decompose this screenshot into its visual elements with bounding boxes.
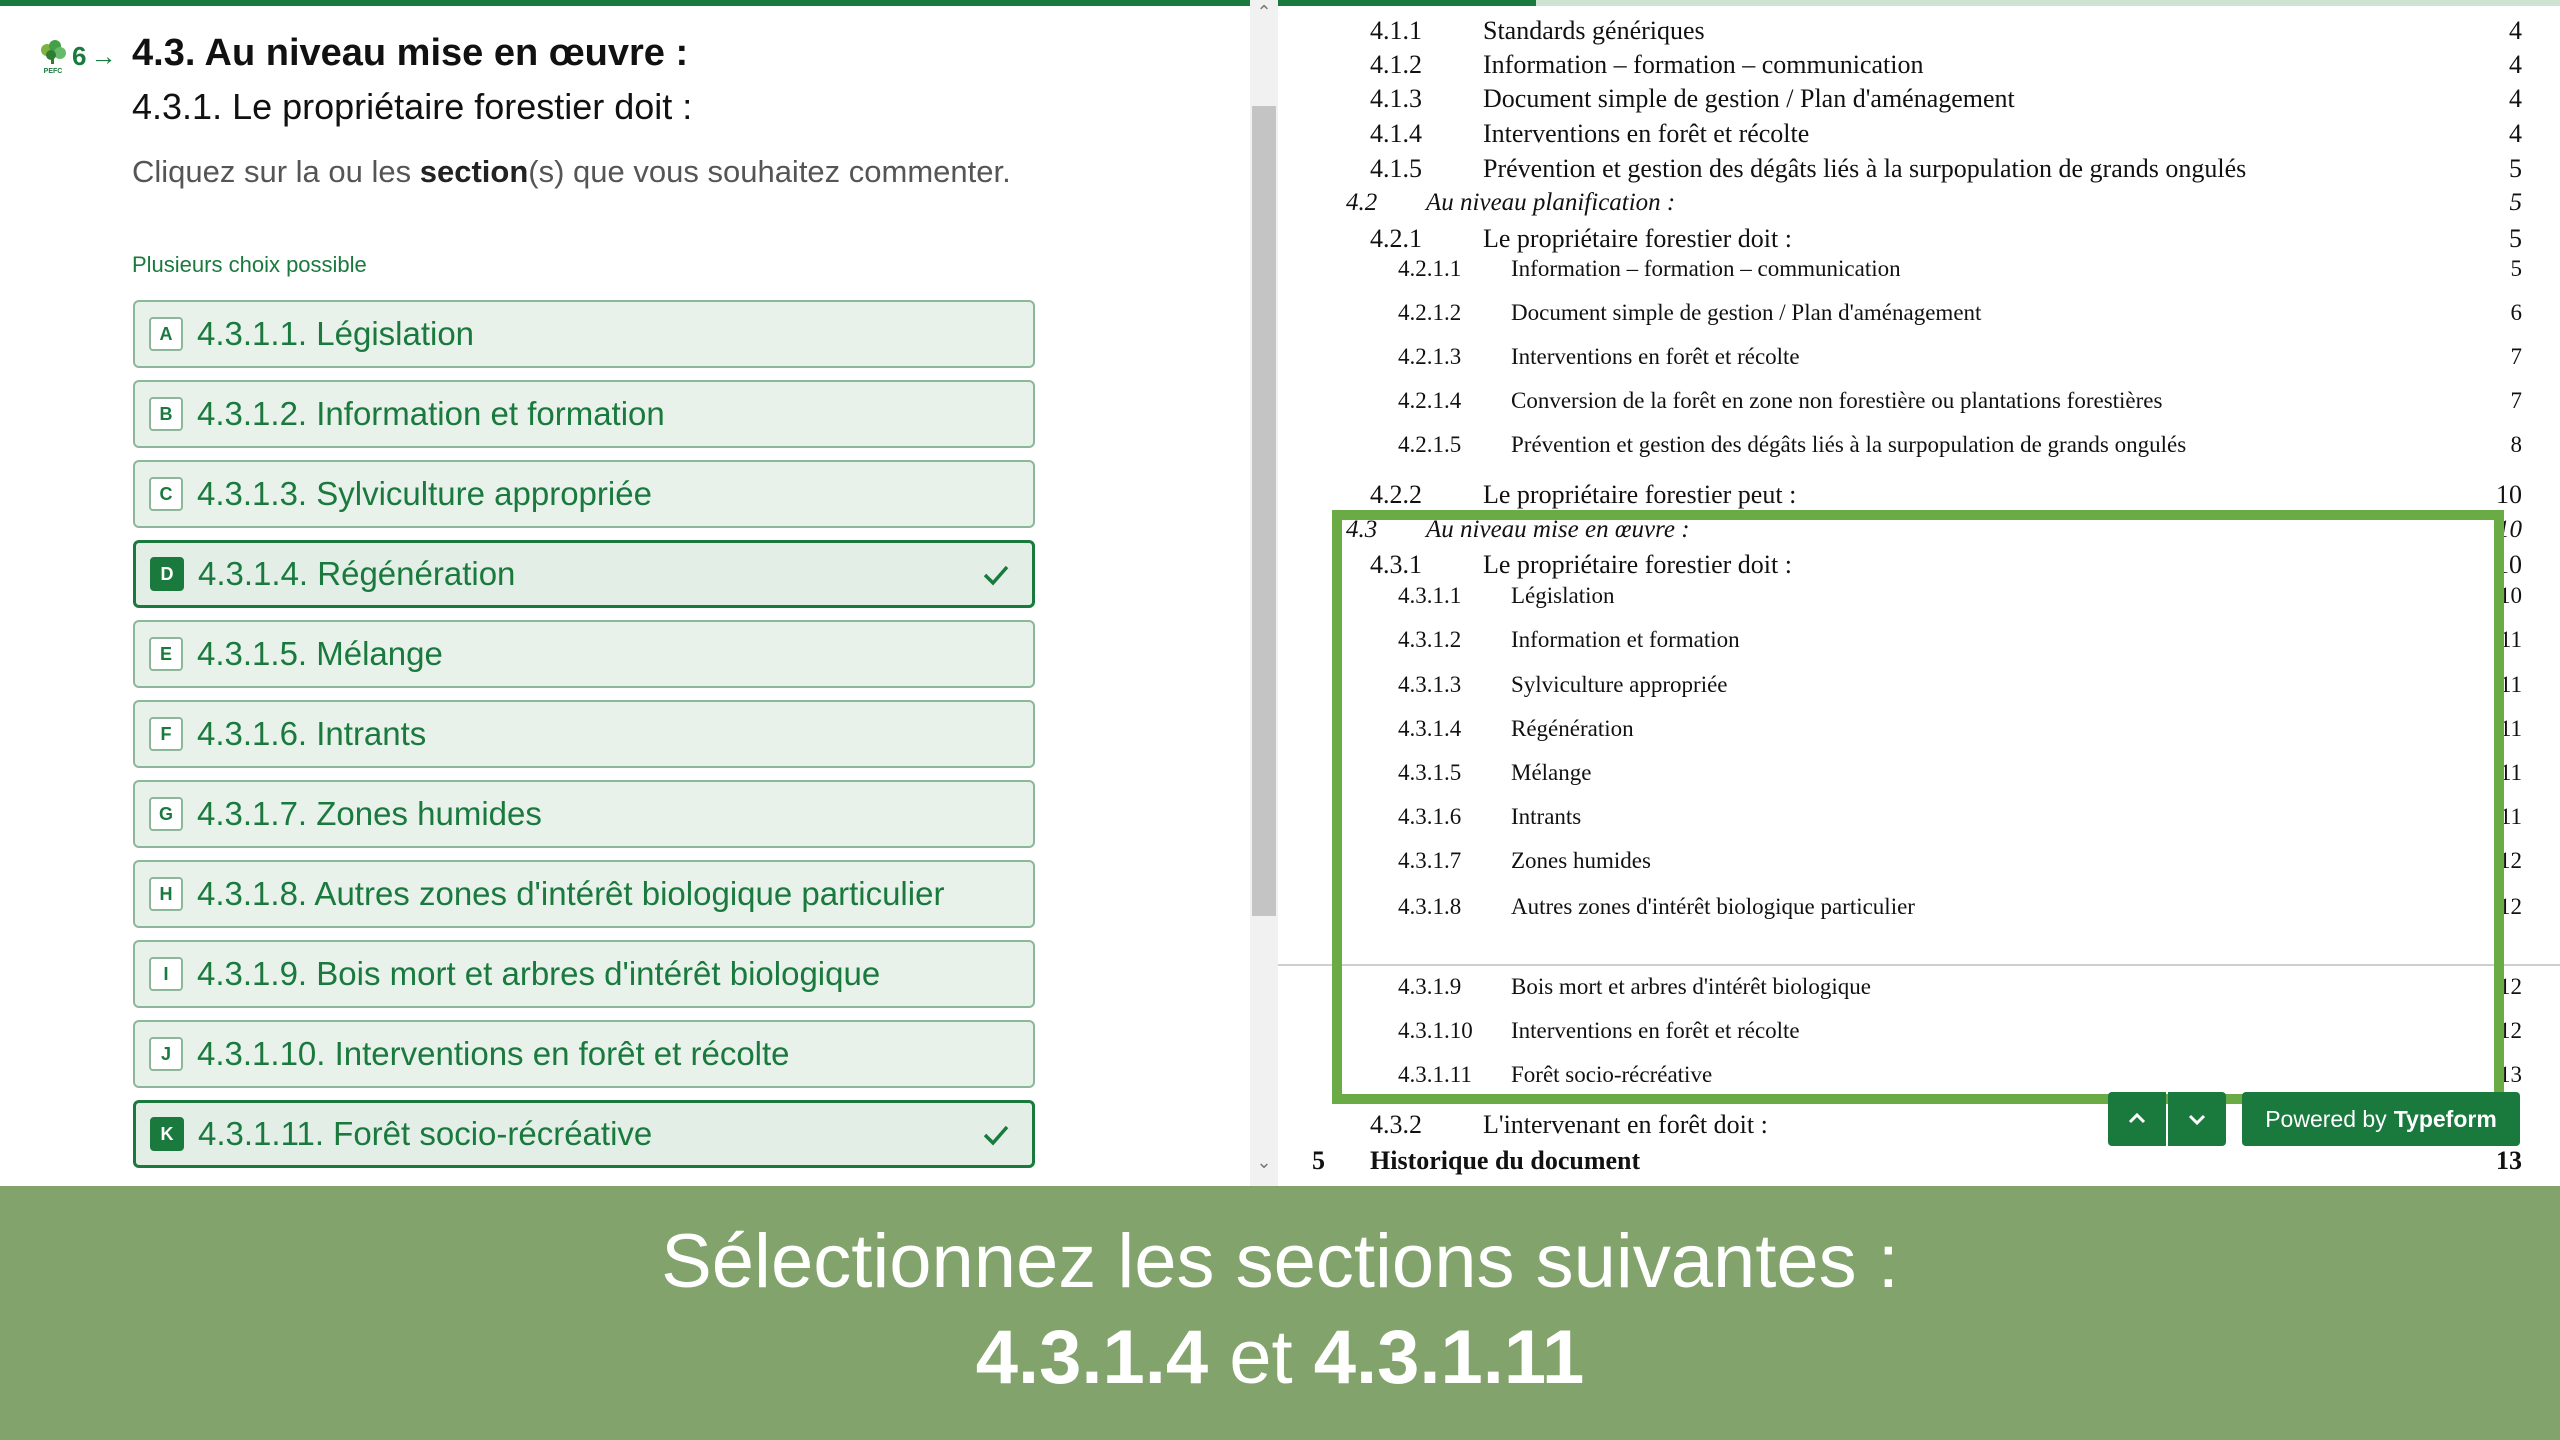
toc-row [1278, 974, 2560, 1006]
toc-number: 4.3.1.2 [1398, 627, 1462, 652]
next-question-button[interactable] [2168, 1092, 2226, 1146]
toc-title: Document simple de gestion / Plan d'aménagement [1483, 84, 2015, 113]
toc-title: Prévention et gestion des dégâts liés à la surpopulation de grands ongulés [1483, 154, 2247, 183]
toc-page-number: 5 [2509, 224, 2522, 253]
powered-by-brand: Typeform [2393, 1105, 2497, 1132]
choice-label: 4.3.1.6. Intrants [197, 715, 427, 752]
choice-label: 4.3.1.5. Mélange [197, 635, 443, 672]
toc-title: Interventions en forêt et récolte [1511, 1018, 1800, 1043]
choice-option-b[interactable] [133, 380, 1035, 448]
toc-title: Prévention et gestion des dégâts liés à la surpopulation de grands ongulés [1511, 432, 2187, 457]
choice-key-badge: D [150, 557, 184, 591]
toc-page-number: 4 [2509, 50, 2522, 79]
question-instruction [132, 154, 1011, 190]
toc-page-number: 5 [2510, 256, 2522, 281]
toc-row [1278, 1018, 2560, 1050]
toc-page-number: 4 [2509, 84, 2522, 113]
toc-page-number: 13 [2499, 1062, 2522, 1087]
toc-title: Information – formation – communication [1511, 256, 1901, 281]
toc-row [1278, 300, 2560, 332]
toc-row [1278, 672, 2560, 704]
toc-row [1278, 804, 2560, 836]
toc-page-number: 12 [2499, 848, 2522, 873]
choice-key-badge: C [149, 477, 183, 511]
toc-number: 4.1.2 [1370, 50, 1422, 79]
toc-title: Le propriétaire forestier doit : [1483, 224, 1792, 253]
banner-line-2 [0, 1314, 2560, 1401]
toc-row [1278, 119, 2560, 151]
toc-number: 4.2.1.4 [1398, 388, 1462, 413]
question-number [36, 36, 116, 76]
toc-number: 4.3.1.8 [1398, 894, 1462, 919]
choice-label: 4.3.1.9. Bois mort et arbres d'intérêt biologique [197, 955, 881, 992]
choice-key-badge: F [149, 717, 183, 751]
toc-row [1278, 848, 2560, 880]
scrollbar[interactable] [1250, 0, 1278, 1186]
toc-number: 4.2.1.1 [1398, 256, 1462, 281]
toc-number: 4.2.1.5 [1398, 432, 1462, 457]
toc-title: Conversion de la forêt en zone non forestière ou plantations forestières [1511, 388, 2163, 413]
banner-connector: et [1208, 1315, 1314, 1400]
choice-key-badge: K [150, 1117, 184, 1151]
toc-row [1278, 256, 2560, 288]
toc-page-number: 10 [2496, 480, 2522, 509]
toc-page-number: 12 [2499, 974, 2522, 999]
toc-page-number: 7 [2510, 388, 2522, 413]
toc-page-number: 11 [2499, 627, 2522, 652]
arrow-right-icon: → [90, 40, 117, 71]
toc-number: 4.2.1.2 [1398, 300, 1462, 325]
toc-title: Document simple de gestion / Plan d'aménagement [1511, 300, 1982, 325]
toc-page-number: 4 [2509, 119, 2522, 148]
toc-title: Interventions en forêt et récolte [1511, 344, 1800, 369]
toc-row [1278, 432, 2560, 464]
toc-title: Autres zones d'intérêt biologique particulier [1511, 894, 1915, 919]
toc-number: 4.2.1 [1370, 224, 1422, 253]
question-number-text: 6 [72, 40, 87, 71]
choice-key-badge: H [149, 877, 183, 911]
toc-page-number: 11 [2499, 760, 2522, 785]
instruction-bold: section [419, 154, 529, 189]
choice-key-badge: B [149, 397, 183, 431]
toc-number: 4.2.2 [1370, 480, 1422, 509]
toc-number: 4.1.4 [1370, 119, 1422, 148]
toc-title: Bois mort et arbres d'intérêt biologique [1511, 974, 1871, 999]
checkmark-icon [978, 557, 1014, 593]
toc-number: 4.3.1.3 [1398, 672, 1462, 697]
toc-row [1278, 480, 2560, 512]
toc-page-number: 5 [2509, 189, 2522, 216]
toc-row [1278, 583, 2560, 615]
toc-number: 4.3.2 [1370, 1110, 1422, 1139]
question-title: 4.3. Au niveau mise en œuvre : [132, 32, 689, 74]
toc-row [1278, 716, 2560, 748]
scrollbar-thumb[interactable] [1252, 106, 1276, 916]
choice-label: 4.3.1.10. Interventions en forêt et récolte [197, 1035, 790, 1072]
toc-page-number: 10 [2497, 516, 2522, 543]
instruction-post: (s) que vous souhaitez commenter. [528, 154, 1011, 189]
table-of-contents-image [1278, 6, 2560, 1186]
toc-page-number: 12 [2499, 894, 2522, 919]
pefc-logo-icon [36, 36, 70, 76]
toc-page-number: 7 [2510, 344, 2522, 369]
choice-key-badge: I [149, 957, 183, 991]
toc-row [1278, 1062, 2560, 1094]
toc-row [1278, 344, 2560, 376]
multiple-choice-hint: Plusieurs choix possible [132, 252, 367, 277]
toc-number: 4.3.1.10 [1398, 1018, 1473, 1043]
toc-row [1278, 627, 2560, 659]
choice-list [133, 300, 1035, 1180]
choice-label: 4.3.1.2. Information et formation [197, 395, 665, 432]
choice-key-badge: J [149, 1037, 183, 1071]
toc-number: 4.3.1.9 [1398, 974, 1462, 999]
toc-row [1278, 189, 2560, 221]
instruction-pre: Cliquez sur la ou les [132, 154, 420, 189]
toc-page-number: 11 [2499, 716, 2522, 741]
question-subtitle: 4.3.1. Le propriétaire forestier doit : [132, 86, 693, 127]
choice-key-badge: G [149, 797, 183, 831]
toc-number: 4.3.1.1 [1398, 583, 1462, 608]
scroll-up-icon[interactable]: ⌃ [1256, 2, 1272, 22]
toc-number: 4.3.1.11 [1398, 1062, 1472, 1087]
toc-row [1278, 516, 2560, 548]
toc-number: 4.3.1.5 [1398, 760, 1462, 785]
choice-label: 4.3.1.3. Sylviculture appropriée [197, 475, 652, 512]
toc-row [1278, 224, 2560, 256]
toc-page-number: 13 [2496, 1146, 2522, 1175]
toc-page-number: 4 [2509, 16, 2522, 45]
banner-code-1: 4.3.1.4 [975, 1315, 1209, 1400]
toc-title: Sylviculture appropriée [1511, 672, 1728, 697]
choice-option-j[interactable] [133, 1020, 1035, 1088]
toc-page-number: 10 [2496, 550, 2522, 579]
checkmark-icon [978, 1117, 1014, 1153]
choice-option-i[interactable] [133, 940, 1035, 1008]
toc-title: Forêt socio-récréative [1511, 1062, 1713, 1087]
toc-row [1278, 388, 2560, 420]
toc-title: L'intervenant en forêt doit : [1483, 1110, 1768, 1139]
toc-row [1278, 894, 2560, 926]
toc-title: Zones humides [1511, 848, 1651, 873]
toc-row [1278, 50, 2560, 82]
chevron-up-icon [2125, 1107, 2149, 1131]
scroll-down-icon[interactable]: ⌄ [1256, 1152, 1272, 1172]
toc-title: Régénération [1511, 716, 1634, 741]
toc-title: Le propriétaire forestier doit : [1483, 550, 1792, 579]
toc-page-number: 6 [2510, 300, 2522, 325]
toc-page-number: 12 [2499, 1018, 2522, 1043]
toc-title: Interventions en forêt et récolte [1483, 119, 1810, 148]
choice-option-d[interactable] [133, 540, 1035, 608]
question-panel [0, 6, 1252, 1186]
toc-page-number: 11 [2499, 672, 2522, 697]
choice-label: 4.3.1.1. Législation [197, 315, 475, 352]
toc-number: 4.2.1.3 [1398, 344, 1462, 369]
toc-row [1278, 760, 2560, 792]
choice-option-c[interactable] [133, 460, 1035, 528]
toc-page-number: 5 [2509, 154, 2522, 183]
chevron-down-icon [2185, 1107, 2209, 1131]
previous-question-button[interactable] [2108, 1092, 2166, 1146]
choice-option-h[interactable] [133, 860, 1035, 928]
choice-key-badge: E [149, 637, 183, 671]
choice-option-a[interactable] [133, 300, 1035, 368]
toc-row [1278, 84, 2560, 116]
toc-number: 4.2 [1346, 189, 1378, 216]
instruction-banner [0, 1186, 2560, 1440]
banner-line-1: Sélectionnez les sections suivantes : [661, 1219, 1899, 1304]
choice-label: 4.3.1.8. Autres zones d'intérêt biologique particulier [197, 875, 945, 912]
toc-row [1278, 550, 2560, 582]
toc-title: Au niveau mise en œuvre : [1426, 516, 1690, 543]
toc-page-number: 11 [2499, 804, 2522, 829]
toc-number: 4.3.1 [1370, 550, 1422, 579]
toc-row [1278, 1146, 2560, 1178]
toc-title: Intrants [1511, 804, 1582, 829]
choice-label: 4.3.1.7. Zones humides [197, 795, 542, 832]
choice-option-g[interactable] [133, 780, 1035, 848]
toc-number: 4.1.3 [1370, 84, 1422, 113]
toc-title: Au niveau planification : [1426, 189, 1676, 216]
toc-title: Le propriétaire forestier peut : [1483, 480, 1797, 509]
choice-label: 4.3.1.4. Régénération [198, 555, 516, 592]
toc-number: 4.3 [1346, 516, 1378, 543]
toc-page-number: 10 [2499, 583, 2522, 608]
toc-page-number: 8 [2510, 432, 2522, 457]
toc-number: 4.3.1.6 [1398, 804, 1462, 829]
banner-code-2: 4.3.1.11 [1313, 1315, 1585, 1400]
toc-title: Information et formation [1511, 627, 1740, 652]
toc-row [1278, 154, 2560, 186]
toc-title: Standards génériques [1483, 16, 1705, 45]
choice-option-e[interactable] [133, 620, 1035, 688]
toc-number: 4.1.1 [1370, 16, 1422, 45]
pefc-logo-text: PEFC [43, 68, 63, 75]
page-divider [1278, 964, 2560, 966]
toc-number: 5 [1312, 1146, 1325, 1175]
toc-title: Historique du document [1370, 1146, 1641, 1175]
choice-label: 4.3.1.11. Forêt socio-récréative [198, 1115, 653, 1152]
powered-by-prefix: Powered by [2265, 1105, 2387, 1132]
toc-number: 4.3.1.7 [1398, 848, 1462, 873]
toc-title: Mélange [1511, 760, 1592, 785]
toc-title: Législation [1511, 583, 1615, 608]
choice-option-k[interactable] [133, 1100, 1035, 1168]
choice-option-f[interactable] [133, 700, 1035, 768]
toc-title: Information – formation – communication [1483, 50, 1924, 79]
powered-by-typeform-button[interactable] [2242, 1092, 2520, 1146]
toc-number: 4.3.1.4 [1398, 716, 1462, 741]
toc-row [1278, 16, 2560, 48]
toc-number: 4.1.5 [1370, 154, 1422, 183]
choice-key-badge: A [149, 317, 183, 351]
